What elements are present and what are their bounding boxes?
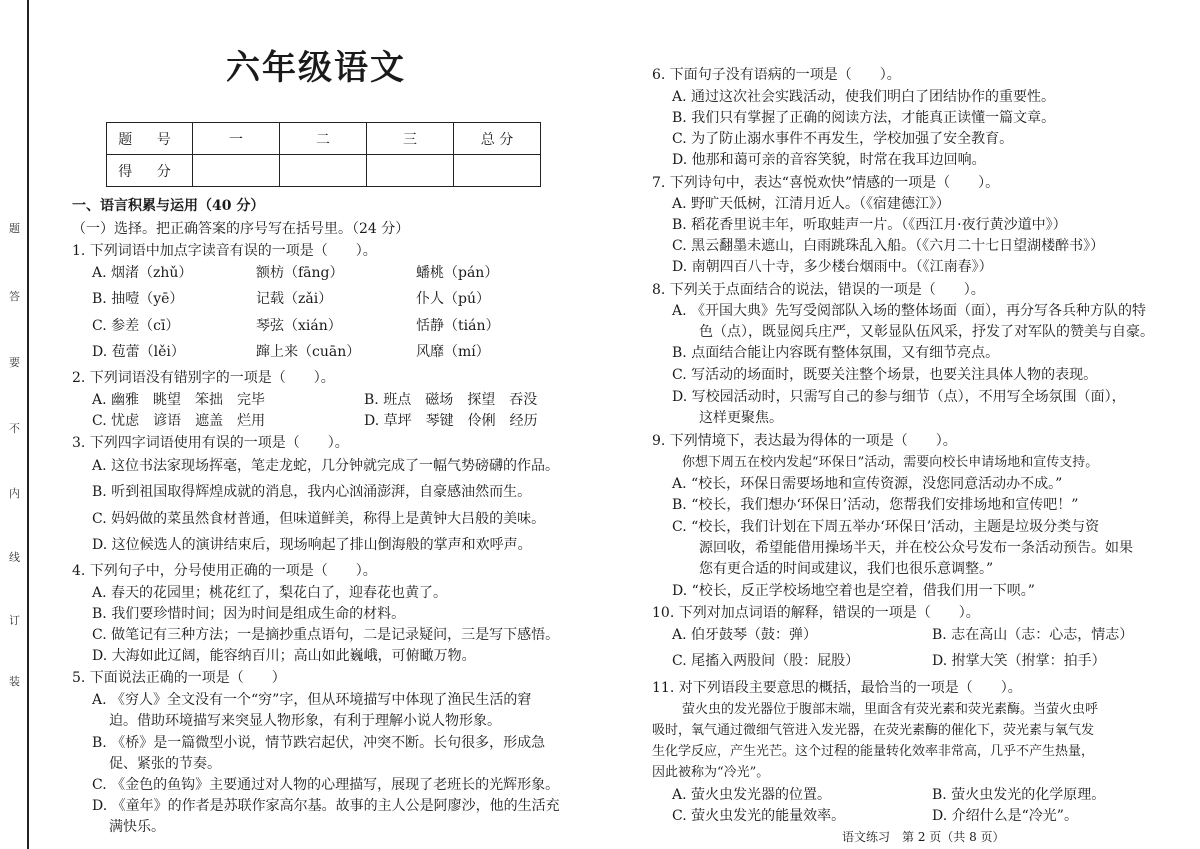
score-header-cell: 一 — [193, 123, 280, 155]
option[interactable]: A. 野旷天低树，江清月近人。（《宿建德江》） — [672, 196, 951, 212]
binding-mark: 内 — [9, 487, 20, 500]
passage-line: 吸时，氧气通过微细气管进入发光器，在荧光素酶的催化下，荧光素与氧气发 — [652, 723, 1095, 738]
passage-line: 生化学反应，产生光芒。这个过程的能量转化效率非常高，几乎不产生热量， — [652, 744, 1095, 759]
option[interactable]: D. 南朝四百八十寺，多少楼台烟雨中。（《江南春》） — [672, 259, 993, 275]
option[interactable]: B. 我们要珍惜时间；因为时间是组成生命的材料。 — [92, 606, 406, 622]
binding-margin — [0, 0, 30, 849]
option-continued: 促、紧张的节奏。 — [109, 756, 221, 772]
option[interactable]: C. 为了防止溺水事件不再发生，学校加强了安全教育。 — [672, 131, 1014, 147]
option[interactable]: D. 大海如此辽阔，能容纳百川；高山如此巍峨，可俯瞰万物。 — [92, 648, 476, 664]
score-header-cell: 二 — [280, 123, 367, 155]
option-item: 蹿上来（cuān） — [256, 344, 361, 360]
option[interactable]: A. 伯牙鼓琴（鼓：弹） — [672, 627, 818, 643]
option[interactable]: D. 《童年》的作者是苏联作家高尔基。故事的主人公是阿廖沙，他的生活充 — [92, 798, 560, 814]
option[interactable]: D. 这位候选人的演讲结束后，现场响起了排山倒海般的掌声和欢呼声。 — [92, 537, 532, 553]
question-stem: 5. 下面说法正确的一项是（ ） — [72, 670, 286, 686]
binding-mark: 装 — [9, 675, 20, 688]
score-table — [106, 122, 541, 187]
binding-mark: 答 — [9, 290, 20, 303]
option[interactable]: A. 这位书法家现场挥毫，笔走龙蛇，几分钟就完成了一幅气势磅礴的作品。 — [92, 458, 560, 474]
question-stem: 7. 下列诗句中，表达“喜悦欢快”情感的一项是（ ）。 — [652, 175, 1000, 191]
option[interactable]: B. 萤火虫发光的化学原理。 — [932, 787, 1106, 803]
option-continued: 源回收，希望能借用操场半天，并在校公众号发布一条活动预告。如果 — [699, 540, 1133, 556]
question-stem: 10. 下列对加点词语的解释，错误的一项是（ ）。 — [652, 605, 980, 621]
binding-line — [27, 0, 29, 849]
option-continued: 这样更聚焦。 — [699, 410, 783, 426]
score-value-row — [107, 155, 541, 187]
option-item: 琴弦（xián） — [256, 318, 342, 334]
option[interactable]: A. 春天的花园里；桃花红了，梨花白了，迎春花也黄了。 — [92, 585, 448, 601]
option[interactable]: B. 抽噎（yē） — [92, 291, 184, 307]
option[interactable]: C. 忧虑 谚语 遮盖 烂用 — [92, 413, 266, 429]
question-stem: 8. 下列关于点面结合的说法，错误的一项是（ ）。 — [652, 282, 985, 298]
question-stem: 6. 下面句子没有语病的一项是（ ）。 — [652, 67, 901, 83]
option[interactable]: A. 幽雅 眺望 笨拙 完毕 — [92, 392, 266, 408]
score-input-cell[interactable] — [454, 155, 541, 187]
option[interactable]: A. “校长，环保日需要场地和宣传资源，没您同意活动办不成。” — [672, 476, 1063, 492]
page-footer: 语文练习 第 2 页（共 8 页） — [842, 830, 1005, 844]
score-input-cell[interactable] — [193, 155, 280, 187]
section-heading: 一、语言积累与运用（40 分） — [72, 198, 265, 214]
passage-line: 萤火虫的发光器位于腹部末端，里面含有荧光素和荧光素酶。当萤火虫呼 — [682, 702, 1099, 717]
score-header-row — [107, 123, 541, 155]
option-item: 恬静（tián） — [416, 318, 500, 334]
option[interactable]: B. 我们只有掌握了正确的阅读方法，才能真正读懂一篇文章。 — [672, 110, 1056, 126]
option-item: 记载（zǎi） — [256, 291, 333, 307]
passage-line: 因此被称为“冷光”。 — [652, 765, 770, 780]
binding-mark: 线 — [9, 551, 20, 564]
question-stem: 3. 下列四字词语使用有误的一项是（ ）。 — [72, 435, 349, 451]
score-input-cell[interactable] — [280, 155, 367, 187]
option[interactable]: C. “校长，我们计划在下周五举办‘环保日’活动，主题是垃圾分类与资 — [672, 519, 1100, 535]
score-input-cell[interactable] — [367, 155, 454, 187]
option[interactable]: B. 志在高山（志：心志，情志） — [932, 627, 1134, 643]
option[interactable]: B. 《桥》是一篇微型小说，情节跌宕起伏，冲突不断。长句很多，形成急 — [92, 735, 546, 751]
option[interactable]: A. 烟渚（zhǔ） — [92, 265, 193, 281]
question-stem: 1. 下列词语中加点字读音有误的一项是（ ）。 — [72, 243, 377, 259]
score-header-cell: 三 — [367, 123, 454, 155]
binding-mark: 题 — [9, 222, 20, 235]
option[interactable]: D. 拊掌大笑（拊掌：拍手） — [932, 653, 1106, 669]
option[interactable]: A. 《穷人》全文没有一个“穷”字，但从环境描写中体现了渔民生活的窘 — [92, 692, 532, 708]
option[interactable]: A. 通过这次社会实践活动，使我们明白了团结协作的重要性。 — [672, 89, 1056, 105]
page-title: 六年级语文 — [226, 48, 406, 88]
option[interactable]: A. 萤火虫发光器的位置。 — [672, 787, 832, 803]
option[interactable]: A. 《开国大典》先写受阅部队入场的整体场面（面），再分写各兵种方队的特 — [672, 303, 1147, 319]
option-continued: 迫。借助环境描写来突显人物形象，有利于理解小说人物形象。 — [109, 713, 501, 729]
option[interactable]: C. 尾搐入两股间（股：屁股） — [672, 653, 860, 669]
question-stem: 2. 下列词语没有错别字的一项是（ ）。 — [72, 370, 335, 386]
option-continued: 色（点），既显阅兵庄严，又彰显队伍风采，抒发了对军队的赞美与自豪。 — [699, 324, 1154, 340]
question-context: 你想下周五在校内发起“环保日”活动，需要向校长申请场地和宣传支持。 — [682, 455, 1099, 470]
option[interactable]: C. 《金色的鱼钩》主要通过对人物的心理描写，展现了老班长的光辉形象。 — [92, 777, 560, 793]
option[interactable]: D. 苞蕾（lěi） — [92, 344, 185, 360]
binding-mark: 要 — [9, 356, 20, 369]
binding-mark: 订 — [9, 614, 20, 627]
option-item: 仆人（pú） — [416, 291, 490, 307]
option[interactable]: C. 参差（cī） — [92, 318, 180, 334]
question-stem: 9. 下列情境下，表达最为得体的一项是（ ）。 — [652, 433, 957, 449]
option[interactable]: C. 写活动的场面时，既要关注整个场景，也要关注具体人物的表现。 — [672, 367, 1098, 383]
option[interactable]: B. 稻花香里说丰年，听取蛙声一片。（《西江月·夜行黄沙道中》） — [672, 217, 1067, 233]
option[interactable]: D. 介绍什么是“冷光”。 — [932, 808, 1078, 824]
question-stem: 4. 下列句子中，分号使用正确的一项是（ ）。 — [72, 563, 377, 579]
option[interactable]: B. 点面结合能让内容既有整体氛围，又有细节亮点。 — [672, 345, 1000, 361]
option[interactable]: B. 班点 磁场 探望 吞没 — [364, 392, 538, 408]
option[interactable]: C. 做笔记有三种方法；一是摘抄重点语句，二是记录疑问，三是写下感悟。 — [92, 627, 560, 643]
option[interactable]: C. 黑云翻墨未遮山，白雨跳珠乱入船。（《六月二十七日望湖楼醉书》） — [672, 238, 1105, 254]
option[interactable]: C. 萤火虫发光的能量效率。 — [672, 808, 846, 824]
option-item: 风靡（mí） — [416, 344, 490, 360]
option[interactable]: D. “校长，反正学校场地空着也是空着，借我们用一下呗。” — [672, 583, 1035, 599]
binding-mark: 不 — [9, 422, 20, 435]
option[interactable]: D. 他那和蔼可亲的音容笑貌，时常在我耳边回响。 — [672, 152, 986, 168]
option[interactable]: B. “校长，我们想办‘环保日’活动，您帮我们安排场地和宣传吧！” — [672, 497, 1079, 513]
subsection-heading: （一）选择。把正确答案的序号写在括号里。（24 分） — [72, 221, 410, 237]
score-header-cell: 题 号 — [107, 123, 193, 155]
option[interactable]: B. 听到祖国取得辉煌成就的消息，我内心汹涌澎湃，自豪感油然而生。 — [92, 484, 532, 500]
score-header-cell: 总 分 — [454, 123, 541, 155]
option[interactable]: D. 写校园活动时，只需写自己的参与细节（点），不用写全场氛围（面）， — [672, 389, 1126, 405]
option-continued: 满快乐。 — [109, 819, 165, 835]
score-label-cell: 得 分 — [107, 155, 193, 187]
option-item: 蟠桃（pán） — [416, 265, 499, 281]
option-item: 额枋（fāng） — [256, 265, 344, 281]
question-stem: 11. 对下列语段主要意思的概括，最恰当的一项是（ ）。 — [652, 680, 1022, 696]
option[interactable]: C. 妈妈做的菜虽然食材普通，但味道鲜美，称得上是黄钟大吕般的美味。 — [92, 511, 546, 527]
option-continued: 您有更合适的时间或建议，我们也很乐意调整。” — [699, 561, 994, 577]
option[interactable]: D. 草坪 琴键 伶俐 经历 — [364, 413, 538, 429]
